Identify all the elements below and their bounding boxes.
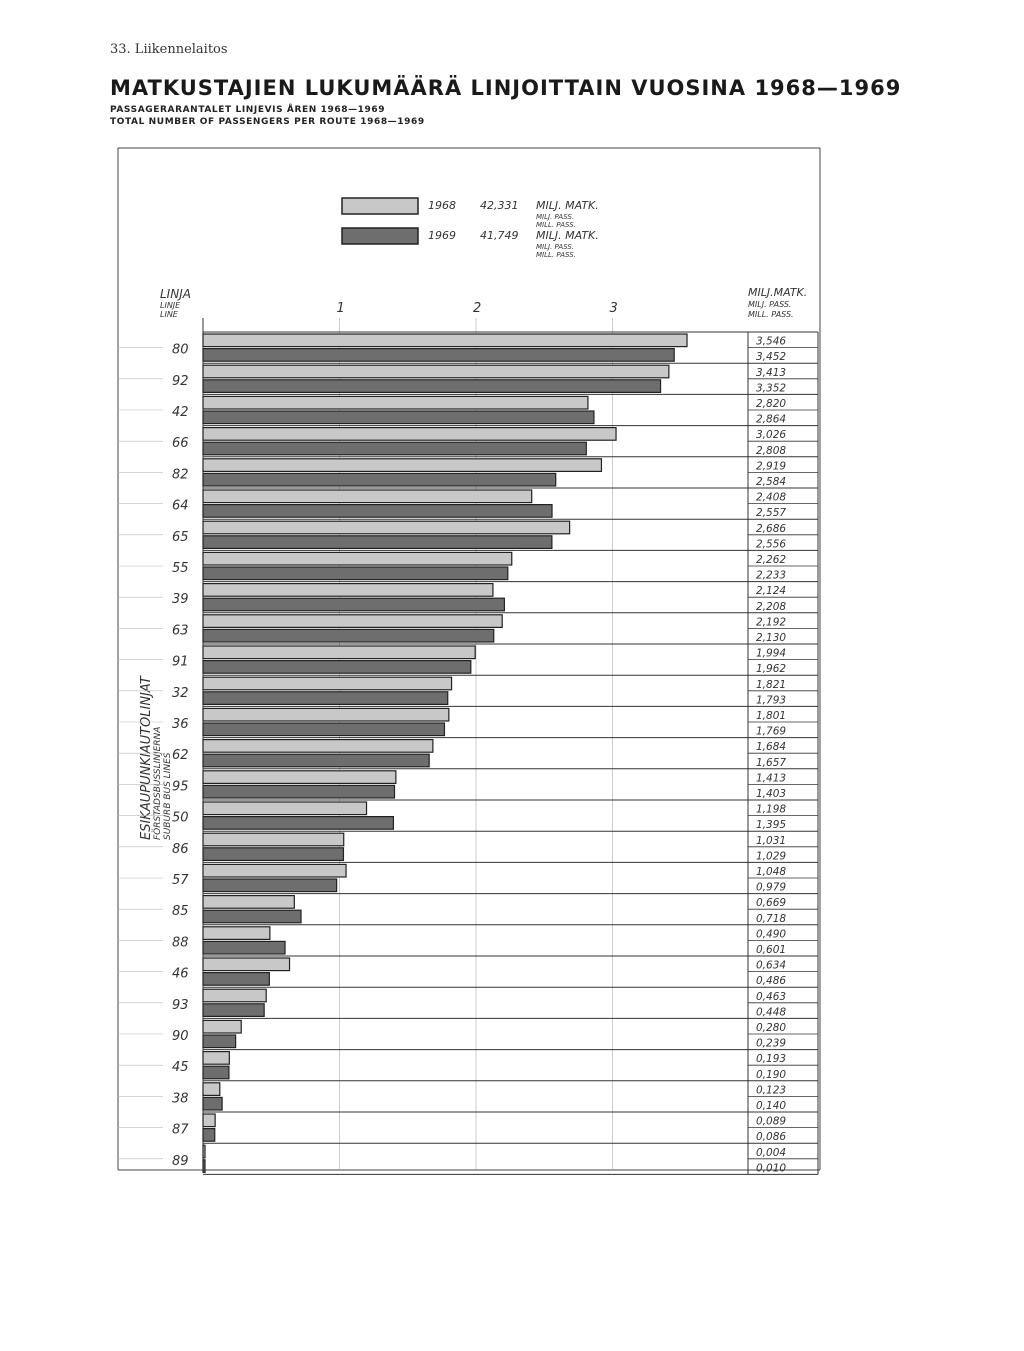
value-label-1968-87: 0,089 (756, 1115, 787, 1128)
chart-subtitle-english: TOTAL NUMBER OF PASSENGERS PER ROUTE 1968—1969 (110, 117, 425, 127)
category-label-36: 36 (172, 717, 189, 732)
value-label-1968-57: 1,048 (756, 866, 787, 878)
legend-unit-fi-1968: MILJ. MATK. (536, 199, 599, 212)
legend-year-1969: 1969 (428, 229, 456, 242)
bar-1968-91 (203, 646, 475, 659)
bar-1969-42 (203, 411, 594, 424)
legend-total-1968: 42,331 (480, 199, 519, 212)
category-axis-label-fi: LINJA (160, 287, 191, 301)
category-label-39: 39 (172, 592, 189, 608)
value-label-1968-91: 1,994 (756, 647, 787, 660)
bar-1969-92 (203, 380, 661, 393)
bar-1969-62 (203, 754, 429, 767)
bar-1969-66 (203, 442, 586, 455)
value-label-1969-65: 2,556 (756, 538, 787, 551)
bar-1968-63 (203, 615, 502, 628)
x-tick-label-2: 2 (473, 301, 482, 316)
category-label-87: 87 (172, 1122, 189, 1138)
section-heading: 33. Liikennelaitos (110, 42, 228, 57)
legend-unit-en-1968: MILL. PASS. (536, 221, 576, 229)
category-label-89: 89 (172, 1153, 189, 1169)
bar-1968-88 (203, 927, 270, 940)
category-label-57: 57 (172, 873, 189, 888)
category-label-32: 32 (172, 685, 189, 701)
value-label-1968-39: 2,124 (756, 585, 787, 598)
value-label-1969-50: 1,395 (756, 819, 787, 832)
value-label-1968-46: 0,634 (756, 959, 787, 972)
value-label-1969-90: 0,239 (756, 1037, 787, 1050)
value-label-1969-91: 1,962 (756, 663, 787, 676)
value-label-1968-32: 1,821 (756, 678, 787, 691)
bar-1969-85 (203, 910, 301, 923)
bar-1969-36 (203, 723, 444, 736)
value-label-1969-88: 0,601 (756, 944, 787, 956)
category-label-80: 80 (172, 342, 189, 358)
chart-subtitle-swedish: PASSAGERARANTALET LINJEVIS ÅREN 1968—1969 (110, 105, 386, 115)
value-label-1968-80: 3,546 (756, 335, 787, 348)
value-axis-label-en: MILL. PASS. (748, 310, 794, 319)
category-label-62: 62 (172, 748, 189, 764)
bar-1969-63 (203, 629, 494, 642)
value-axis-label-fi: MILJ.MATK. (748, 286, 808, 299)
value-label-1969-80: 3,452 (756, 351, 787, 364)
value-label-1969-46: 0,486 (756, 975, 787, 988)
bar-1969-50 (203, 817, 393, 830)
value-axis-label-sv: MILJ. PASS. (748, 300, 792, 309)
value-label-1969-87: 0,086 (756, 1131, 787, 1144)
vertical-axis-label-0: ESIKAUPUNKIAUTOLINJAT (139, 676, 154, 840)
value-label-1969-57: 0,979 (756, 881, 787, 894)
value-label-1969-39: 2,208 (756, 600, 787, 613)
value-label-1969-85: 0,718 (756, 912, 787, 925)
value-label-1968-50: 1,198 (756, 803, 787, 816)
bar-1969-38 (203, 1097, 222, 1110)
bar-1968-89 (203, 1145, 205, 1158)
category-label-42: 42 (172, 405, 189, 420)
bar-1969-57 (203, 879, 337, 892)
bar-1968-57 (203, 864, 346, 877)
vertical-axis-label-1: FÖRSTADSBUSSLINJERNA (153, 726, 163, 840)
x-tick-label-1: 1 (336, 301, 345, 316)
bar-1968-50 (203, 802, 367, 815)
legend-year-1968: 1968 (428, 199, 456, 212)
bar-1969-89 (203, 1160, 205, 1173)
bar-1968-36 (203, 708, 449, 721)
legend-unit-fi-1969: MILJ. MATK. (536, 229, 599, 242)
bar-1969-87 (203, 1129, 215, 1142)
value-label-1969-62: 1,657 (756, 756, 787, 769)
bar-1968-46 (203, 958, 290, 971)
value-label-1969-92: 3,352 (756, 382, 787, 395)
category-label-90: 90 (172, 1029, 189, 1044)
category-label-92: 92 (172, 373, 189, 389)
category-label-64: 64 (172, 498, 189, 514)
bar-1968-64 (203, 490, 532, 503)
bar-1969-65 (203, 536, 552, 549)
legend-unit-sv-1969: MILJ. PASS. (536, 243, 575, 251)
category-label-88: 88 (172, 935, 189, 951)
value-label-1968-36: 1,801 (756, 710, 787, 722)
category-axis-label-sv: LINJE (160, 301, 181, 310)
category-label-86: 86 (172, 841, 189, 857)
value-label-1969-66: 2,808 (756, 444, 787, 457)
legend-swatch-1968 (342, 198, 418, 214)
category-axis-label-en: LINE (160, 310, 178, 319)
value-label-1968-86: 1,031 (756, 834, 787, 847)
value-label-1969-38: 0,140 (756, 1100, 787, 1112)
category-label-82: 82 (172, 467, 189, 483)
category-label-38: 38 (172, 1091, 189, 1107)
bar-1968-66 (203, 428, 616, 441)
value-label-1968-85: 0,669 (756, 897, 787, 910)
value-label-1969-36: 1,769 (756, 725, 787, 738)
bar-1969-80 (203, 349, 674, 362)
value-label-1969-86: 1,029 (756, 850, 787, 863)
value-label-1968-64: 2,408 (756, 491, 787, 504)
bar-1969-88 (203, 941, 285, 954)
bar-1968-45 (203, 1052, 229, 1065)
bar-1969-32 (203, 692, 448, 705)
value-label-1969-32: 1,793 (756, 694, 787, 707)
bar-1969-93 (203, 1004, 264, 1017)
legend-swatch-1969 (342, 228, 418, 244)
bar-1968-42 (203, 396, 588, 409)
category-label-50: 50 (172, 810, 189, 826)
bar-1969-91 (203, 661, 471, 674)
value-label-1968-92: 3,413 (756, 366, 787, 379)
bar-1968-39 (203, 584, 493, 597)
bar-1968-85 (203, 896, 294, 909)
value-label-1968-93: 0,463 (756, 990, 787, 1003)
bar-1968-82 (203, 459, 601, 472)
value-label-1968-88: 0,490 (756, 928, 787, 941)
category-label-95: 95 (172, 779, 189, 795)
value-label-1968-42: 2,820 (756, 398, 787, 410)
bar-1968-86 (203, 833, 344, 846)
category-label-85: 85 (172, 904, 189, 920)
bar-1969-86 (203, 848, 343, 861)
x-tick-label-3: 3 (609, 301, 618, 316)
value-label-1968-45: 0,193 (756, 1053, 787, 1066)
bar-1968-32 (203, 677, 452, 690)
vertical-axis-label-2: SUBURB BUS LINES (163, 752, 173, 840)
bar-1969-46 (203, 973, 269, 986)
bar-1968-55 (203, 552, 512, 565)
value-label-1968-95: 1,413 (756, 772, 787, 785)
bar-1968-80 (203, 334, 687, 347)
bar-1969-95 (203, 785, 395, 798)
category-label-91: 91 (172, 654, 189, 670)
category-label-65: 65 (172, 529, 189, 545)
value-label-1968-66: 3,026 (756, 429, 787, 442)
category-label-55: 55 (172, 561, 189, 576)
value-label-1968-55: 2,262 (756, 554, 787, 566)
bar-1968-93 (203, 989, 266, 1002)
value-label-1969-89: 0,010 (756, 1162, 787, 1175)
bar-1968-65 (203, 521, 570, 534)
bar-1969-39 (203, 598, 504, 611)
value-label-1969-64: 2,557 (756, 507, 787, 520)
category-label-66: 66 (172, 436, 189, 452)
legend-total-1969: 41,749 (480, 229, 519, 242)
value-label-1969-82: 2,584 (756, 476, 787, 488)
category-label-46: 46 (172, 966, 189, 982)
category-label-93: 93 (172, 997, 189, 1013)
bar-1968-90 (203, 1020, 241, 1033)
category-label-45: 45 (172, 1060, 189, 1076)
value-label-1969-63: 2,130 (756, 632, 787, 644)
bar-1968-38 (203, 1083, 220, 1096)
value-label-1969-95: 1,403 (756, 788, 787, 800)
value-label-1968-90: 0,280 (756, 1022, 787, 1034)
bar-1968-92 (203, 365, 669, 378)
value-label-1969-42: 2,864 (756, 413, 787, 426)
chart-title: MATKUSTAJIEN LUKUMÄÄRÄ LINJOITTAIN VUOSINA 1968—1969 (110, 76, 902, 100)
legend-unit-sv-1968: MILJ. PASS. (536, 213, 575, 221)
bar-1969-82 (203, 473, 556, 486)
bar-1969-64 (203, 505, 552, 518)
bar-1969-55 (203, 567, 508, 580)
bar-1968-95 (203, 771, 396, 784)
category-label-63: 63 (172, 623, 189, 639)
value-label-1968-89: 0,004 (756, 1146, 787, 1159)
bar-1968-62 (203, 740, 433, 753)
value-label-1968-63: 2,192 (756, 616, 787, 629)
value-label-1969-55: 2,233 (756, 569, 787, 582)
bar-1969-90 (203, 1035, 236, 1048)
value-label-1968-82: 2,919 (756, 460, 787, 473)
value-label-1968-65: 2,686 (756, 522, 787, 535)
value-label-1968-62: 1,684 (756, 741, 787, 754)
value-label-1968-38: 0,123 (756, 1084, 787, 1097)
bar-1969-45 (203, 1066, 229, 1079)
value-label-1969-45: 0,190 (756, 1068, 787, 1081)
bar-1968-87 (203, 1114, 215, 1127)
legend-unit-en-1969: MILL. PASS. (536, 251, 576, 259)
value-label-1969-93: 0,448 (756, 1006, 787, 1019)
